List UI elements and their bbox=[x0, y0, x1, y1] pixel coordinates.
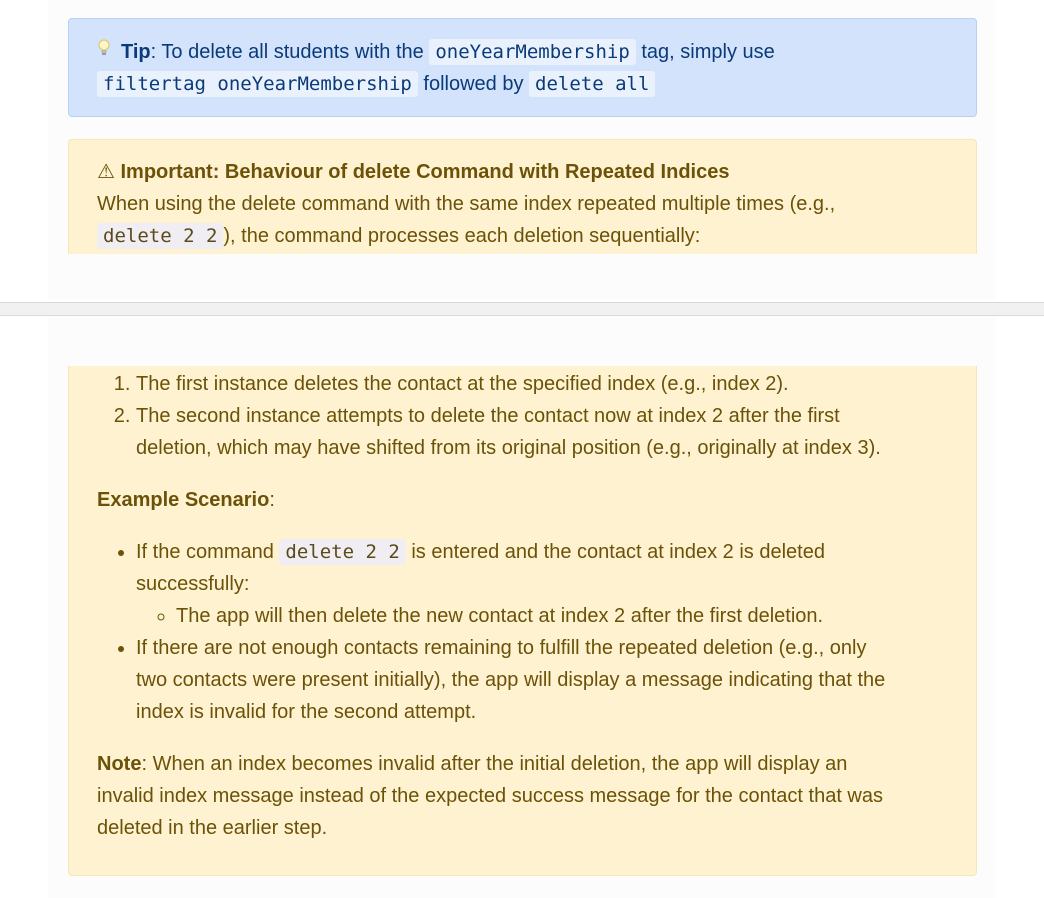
important-box bbox=[68, 139, 977, 254]
page-separator bbox=[0, 302, 1044, 316]
important-intro: When using the delete command with the same index repeated multiple times (e.g., bbox=[97, 193, 836, 215]
tip-label: Tip bbox=[121, 41, 151, 63]
important-intro-code: delete 2 2 bbox=[97, 223, 223, 249]
example-list bbox=[97, 536, 949, 728]
tip-box bbox=[68, 18, 977, 117]
tip-code-tag: oneYearMembership bbox=[429, 39, 635, 65]
tip-code-delete-all: delete all bbox=[529, 71, 655, 97]
example-heading: Example Scenario bbox=[97, 489, 270, 511]
important-intro-text: ), the command processes each deletion sequentially: bbox=[223, 225, 701, 247]
list-item: • If there are not enough contacts remaining to fulfill the repeated deletion (e.g., only two contacts were present initially), the app will display a message indicating that the index is invalid for the second attempt. bbox=[136, 632, 949, 728]
note-label: Note bbox=[97, 753, 142, 775]
steps-list bbox=[97, 368, 949, 464]
example-code: delete 2 2 bbox=[279, 539, 405, 565]
lightbulb-icon bbox=[97, 36, 121, 68]
list-item: ◦ The app will then delete the new contact at index 2 after the first deletion. bbox=[176, 600, 949, 632]
important-box-continued: 1. The first instance deletes the contact at the specified index (e.g., index 2). 2. The second instance attempts to delete the contact now at index 2 after the first deletion, which may have shifted from its original position (e.g., originally at index 3). Example Scenario: • If the command delete 2 2 is entered and the contact at index 2 is deleted successfully: ◦ The app will then delete the new contact at index 2 after the first deletion. • If there are not enough contacts remaining to fulfill the repeated deletion (e.g., only two contacts were present initially), the app will display a message indicating that the index is invalid for the second attempt. Note: When an index becomes invalid after the initial deletion, the app will display an invalid index message instead of the expected success message for the contact that was deleted in the earlier step. bbox=[68, 366, 977, 876]
list-item: • If the command delete 2 2 is entered and the contact at index 2 is deleted successfully: ◦ The app will then delete the new contact at index 2 after the first deletion. bbox=[136, 536, 949, 632]
list-item: 2. The second instance attempts to delete the contact now at index 2 after the first deletion, which may have shifted from its original position (e.g., originally at index 3). bbox=[136, 400, 949, 464]
tip-text: : To delete all students with the bbox=[150, 41, 430, 63]
tip-code-filtertag: filtertag oneYearMembership bbox=[97, 71, 418, 97]
important-title: ⚠ Important: Behaviour of delete Command with Repeated Indices bbox=[97, 161, 730, 183]
tip-text: followed by bbox=[417, 73, 530, 95]
list-item: 1. The first instance deletes the contact at the specified index (e.g., index 2). bbox=[136, 368, 949, 400]
note-paragraph: Note: When an index becomes invalid after the initial deletion, the app will display an bbox=[97, 753, 848, 775]
tip-text: tag, simply use bbox=[635, 41, 775, 63]
